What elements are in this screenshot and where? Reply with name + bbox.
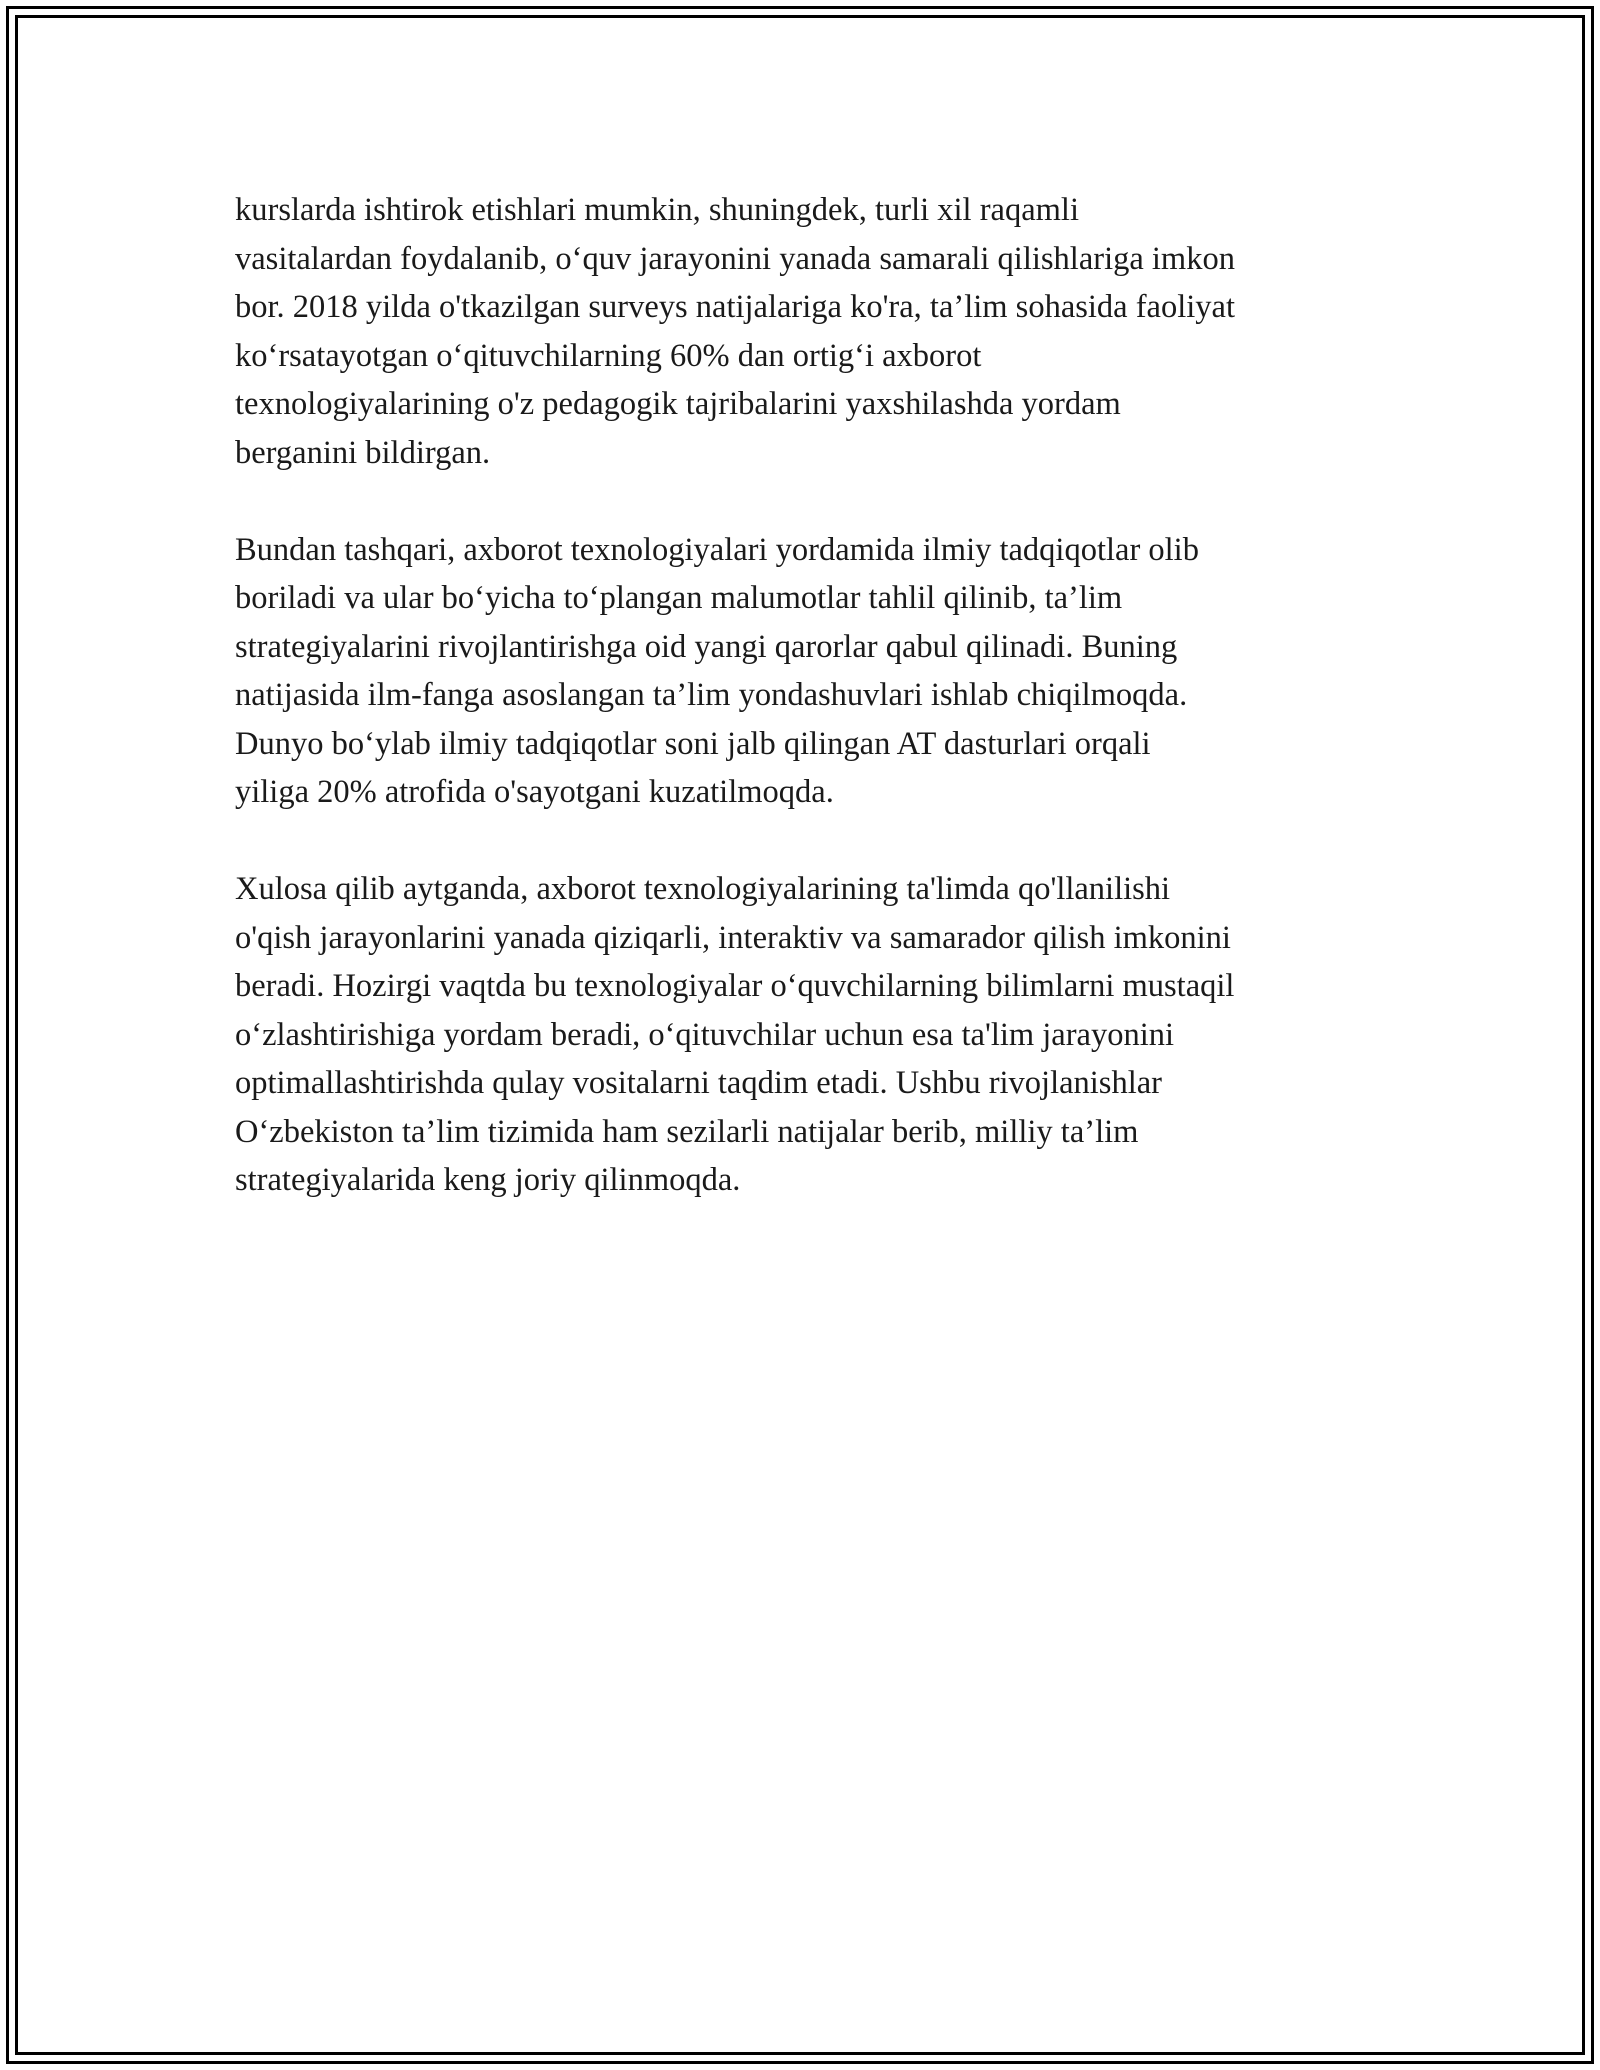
text-line: Dunyo bo‘ylab ilmiy tadqiqotlar soni jalb qilingan AT dasturlari orqali xyxy=(235,725,1151,762)
text-line: yiliga 20% atrofida o'sayotgani kuzatilmoqda. xyxy=(235,774,834,810)
text-line: vasitalardan foydalanib, o‘quv jarayonini yanada samarali qilishlariga imkon xyxy=(235,240,1235,277)
text-line: Xulosa qilib aytganda, axborot texnologiyalarining ta'limda qo'llanilishi xyxy=(235,871,1171,907)
text-line: natijasida ilm-fanga asoslangan ta’lim yondashuvlari ishlab chiqilmoqda. xyxy=(235,677,1188,713)
text-line: O‘zbekiston ta’lim tizimida ham sezilarli natijalar berib, milliy ta’lim xyxy=(235,1113,1139,1150)
text-line: Bundan tashqari, axborot texnologiyalari yordamida ilmiy tadqiqotlar olib xyxy=(235,531,1199,568)
text-line: o‘zlashtirishiga yordam beradi, o‘qituvchilar uchun esa ta'lim jarayonini xyxy=(235,1016,1175,1053)
text-line: optimallashtirishda qulay vositalarni taqdim etadi. Ushbu rivojlanishlar xyxy=(235,1065,1162,1101)
text-line: o'qish jarayonlarini yanada qiziqarli, interaktiv va samarador qilish imkonini xyxy=(235,919,1231,956)
paragraph-1 xyxy=(235,186,1375,477)
text-line: strategiyalarini rivojlantirishga oid yangi qarorlar qabul qilinadi. Buning xyxy=(235,628,1178,665)
text-line: kurslarda ishtirok etishlari mumkin, shuningdek, turli xil raqamli xyxy=(235,192,1079,228)
text-line: boriladi va ular bo‘yicha to‘plangan malumotlar tahlil qilinib, ta’lim xyxy=(235,580,1123,616)
text-line: bor. 2018 yilda o'tkazilgan surveys natijalariga ko'ra, ta’lim sohasida faoliyat xyxy=(235,289,1235,325)
text-line: strategiyalarida keng joriy qilinmoqda. xyxy=(235,1162,741,1198)
paragraph-2 xyxy=(235,526,1375,817)
text-line: berganini bildirgan. xyxy=(235,434,491,471)
text-line: texnologiyalarining o'z pedagogik tajribalarini yaxshilashda yordam xyxy=(235,386,1121,422)
text-line: ko‘rsatayotgan o‘qituvchilarning 60% dan ortig‘i axborot xyxy=(235,337,982,374)
document-body xyxy=(235,186,1375,1253)
text-line: beradi. Hozirgi vaqtda bu texnologiyalar o‘quvchilarning bilimlarni mustaqil xyxy=(235,968,1235,1004)
paragraph-3 xyxy=(235,865,1375,1205)
